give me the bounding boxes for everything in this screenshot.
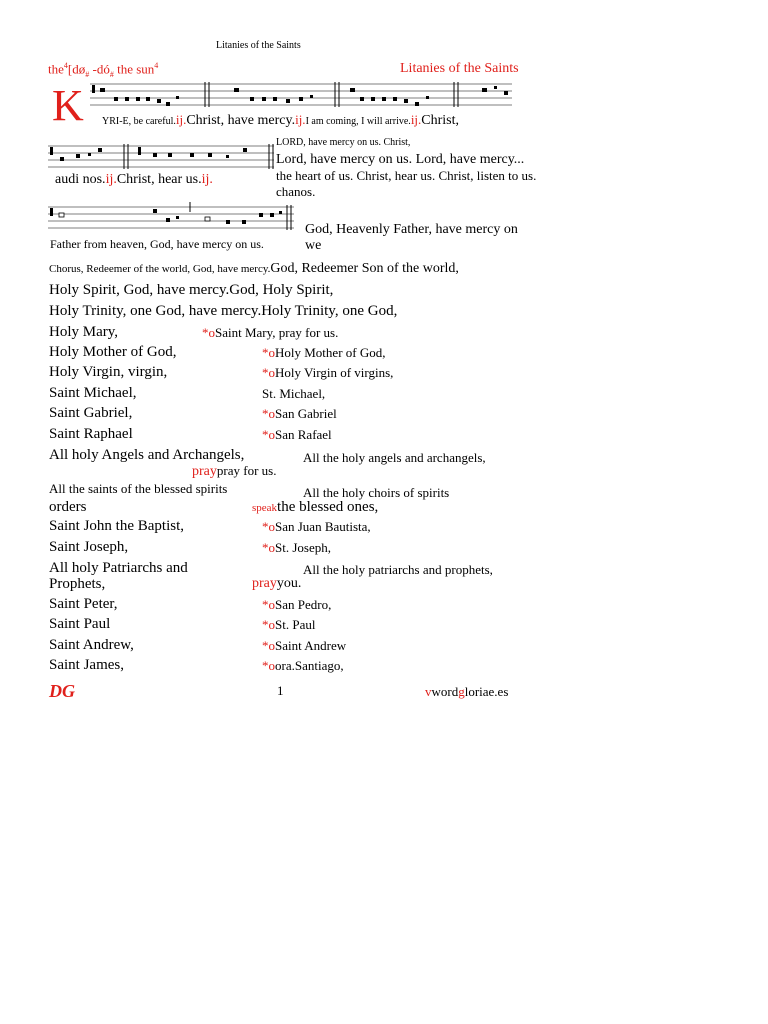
footer-website[interactable]: [425, 684, 508, 700]
response-text: San Juan Bautista,: [275, 519, 371, 534]
invocation-left: Saint Raphael: [49, 426, 133, 442]
lyrics-segment: ij.: [410, 112, 422, 127]
patriarchs-response: [252, 576, 301, 592]
heading-part: #: [85, 69, 90, 79]
invocation-right: [262, 427, 332, 443]
asterisk-mark: *: [202, 325, 209, 340]
response-text: Saint Mary, pray for us.: [215, 325, 339, 340]
response-text: Holy Virgin of virgins,: [275, 365, 394, 380]
invocation-left: Saint Andrew,: [49, 637, 134, 653]
lyrics-segment-group: [102, 111, 459, 128]
lyrics-segment-group: [55, 172, 213, 187]
asterisk-mark: *: [262, 540, 269, 555]
heading-part: 4: [154, 61, 159, 70]
response-o: o: [268, 597, 275, 612]
invocation-right: [202, 325, 338, 341]
response-text: St. Joseph,: [275, 540, 331, 555]
invocation-right: [262, 519, 371, 535]
holy-spirit-line: Holy Spirit, God, have mercy.God, Holy Spirit,: [49, 282, 334, 298]
chorus-line: [49, 259, 459, 277]
holy-trinity-line: Holy Trinity, one God, have mercy.Holy Trinity, one God,: [49, 303, 398, 319]
response-text: St. Paul: [275, 617, 316, 632]
chant-lyrics-line-2: [55, 172, 213, 188]
lyrics-segment: ij.: [105, 172, 117, 187]
spirits-right-2: the blessed ones,: [277, 499, 379, 515]
lyrics-segment: I am coming, I will arrive.: [305, 116, 411, 127]
site-part: v: [425, 684, 432, 699]
side-text-a3: the heart of us. Christ, hear us. Christ, listen to us.: [276, 168, 537, 183]
response-text: San Rafael: [275, 427, 332, 442]
site-part: word: [431, 684, 459, 699]
asterisk-mark: *: [262, 345, 269, 360]
patriarchs-right-1: All the holy patriarchs and prophets,: [303, 562, 493, 577]
heading-part: #: [109, 69, 114, 79]
heading-part: [dø: [67, 61, 86, 77]
response-o: o: [268, 540, 275, 555]
angels-left: All holy Angels and Archangels,: [49, 447, 245, 463]
invocation-right: [262, 658, 344, 674]
invocation-right: [262, 365, 393, 381]
side-text-a2: Lord, have mercy on us. Lord, have mercy...: [276, 152, 525, 167]
lyrics-segment: Christ, hear us.: [116, 172, 202, 187]
asterisk-mark: *: [262, 617, 269, 632]
chant-lyrics-line-3: Father from heaven, God, have mercy on us.: [50, 237, 264, 251]
invocation-left: Saint John the Baptist,: [49, 518, 184, 534]
side-text-b1: God, Heavenly Father, have mercy on: [305, 222, 518, 237]
asterisk-mark: *: [262, 638, 269, 653]
response-o: o: [268, 345, 275, 360]
heading-part: 4: [63, 61, 68, 70]
side-text-a1: LORD, have mercy on us. Christ,: [276, 137, 411, 148]
side-text-a4: chanos.: [276, 184, 316, 199]
asterisk-mark: *: [262, 519, 269, 534]
site-part: g: [458, 684, 465, 699]
speak-word: speak: [252, 502, 278, 514]
spirits-response: [252, 498, 378, 516]
response-o: o: [268, 406, 275, 421]
chant-title: Litanies of the Saints: [400, 61, 519, 76]
site-part: loriae.es: [464, 684, 509, 699]
page-header-title: Litanies of the Saints: [216, 40, 301, 51]
spirits-left-1: All the saints of the blessed spirits: [49, 481, 228, 496]
chant-staff-1: [90, 80, 512, 114]
response-o: o: [268, 427, 275, 442]
spirits-right-1: All the holy choirs of spirits: [303, 485, 450, 500]
invocation-right: [262, 386, 325, 402]
response-text: San Pedro,: [275, 597, 332, 612]
invocation-left: Holy Mother of God,: [49, 344, 177, 360]
response-text: Holy Mother of God,: [275, 345, 386, 360]
side-text-b2: we: [305, 238, 322, 253]
drop-cap-initial: K: [52, 81, 84, 130]
heading-part: -dó: [89, 61, 110, 77]
invocation-right: [262, 345, 386, 361]
response-text: St. Michael,: [262, 386, 326, 401]
lyrics-segment: Christ, have mercy.: [186, 113, 296, 128]
invocation-left: Holy Virgin, virgin,: [49, 364, 168, 380]
chant-heading-mode: [48, 61, 158, 79]
lyrics-segment: audi nos.: [55, 172, 106, 187]
invocation-right: [262, 540, 331, 556]
invocation-right: [262, 617, 315, 633]
asterisk-mark: *: [262, 365, 269, 380]
footer-logo: [48, 681, 78, 706]
response-o: o: [268, 365, 275, 380]
response-o: o: [268, 658, 275, 673]
response-o: o: [208, 325, 215, 340]
patriarchs-left-1: All holy Patriarchs and: [49, 560, 188, 576]
chant-staff-2: [48, 142, 274, 172]
asterisk-mark: *: [262, 427, 269, 442]
lyrics-segment: ij.: [295, 112, 306, 127]
invocation-left: Saint Peter,: [49, 596, 118, 612]
heading-part: the: [48, 61, 64, 77]
response-text: San Gabriel: [275, 406, 337, 421]
angels-response: [192, 462, 276, 480]
invocation-left: Saint Gabriel,: [49, 405, 133, 421]
response-o: o: [268, 617, 275, 632]
asterisk-mark: *: [262, 597, 269, 612]
asterisk-mark: *: [262, 406, 269, 421]
invocation-left: Saint Paul: [49, 616, 111, 632]
patriarchs-left-2: Prophets,: [49, 576, 106, 592]
pray-word: pray: [252, 576, 277, 591]
lyrics-segment: ij.: [175, 112, 187, 127]
invocation-left: Saint James,: [49, 657, 124, 673]
dg-logo-text: DG: [49, 681, 75, 701]
asterisk-mark: *: [262, 658, 269, 673]
invocation-right: [262, 406, 337, 422]
dg-logo-icon: [48, 681, 78, 701]
spirits-left-2: orders: [49, 499, 87, 515]
pray-word: pray: [192, 464, 217, 479]
heading-part: the sun: [113, 61, 155, 77]
response-o: o: [268, 638, 275, 653]
patriarchs-right-2: you.: [276, 576, 302, 591]
chant-staff-3: [48, 202, 294, 236]
invocation-right: [262, 638, 346, 654]
response-o: o: [268, 519, 275, 534]
response-text: ora.Santiago,: [275, 658, 344, 673]
page-number: 1: [277, 683, 284, 698]
lyrics-segment: ij.: [201, 172, 213, 187]
pray-rest: pray for us.: [216, 463, 277, 478]
invocation-left: Saint Joseph,: [49, 539, 129, 555]
chant-lyrics-line-1: [102, 111, 459, 129]
lyrics-segment: YRI-E, be careful.: [102, 116, 176, 127]
lyrics-segment: Christ,: [421, 113, 460, 128]
chorus-small: Chorus, Redeemer of the world, God, have mercy.: [49, 263, 271, 275]
response-text: Saint Andrew: [275, 638, 347, 653]
invocation-left: Saint Michael,: [49, 385, 137, 401]
invocation-left: Holy Mary,: [49, 324, 119, 340]
chorus-big: God, Redeemer Son of the world,: [270, 261, 459, 276]
invocation-right: [262, 597, 331, 613]
angels-right: All the holy angels and archangels,: [303, 450, 486, 465]
